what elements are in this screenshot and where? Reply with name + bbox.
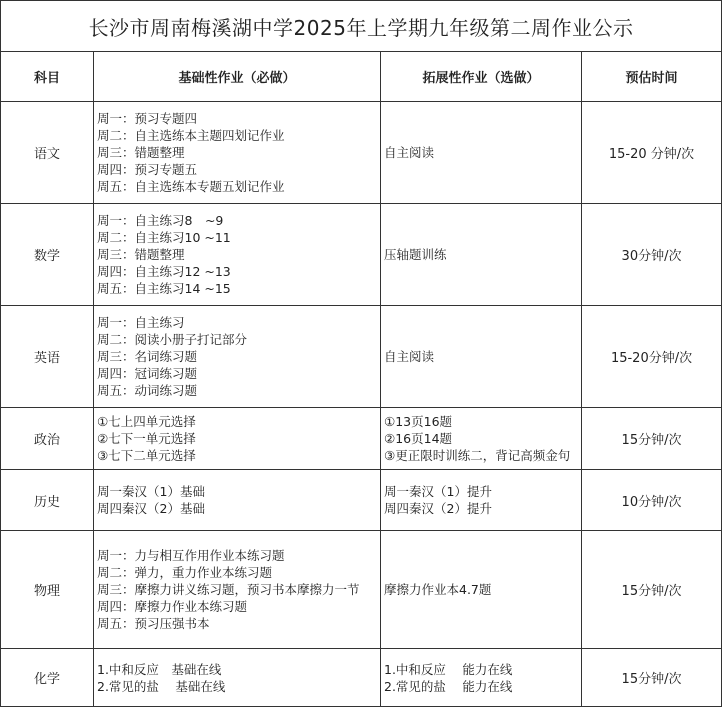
estimated-time-cell: 15分钟/次 (582, 649, 722, 707)
extended-homework-cell (381, 306, 582, 408)
estimated-time-cell: 15-20 分钟/次 (582, 102, 722, 204)
basic-homework-line: 周三：错题整理 (97, 247, 185, 262)
basic-homework-cell (94, 102, 381, 204)
extended-homework-cell (381, 531, 582, 649)
basic-homework-cell (94, 204, 381, 306)
basic-homework-cell (94, 649, 381, 707)
extended-homework-line: 自主阅读 (384, 349, 435, 364)
extended-homework-line: 1.中和反应 能力在线 (384, 661, 513, 677)
basic-homework-cell (94, 408, 381, 470)
extended-homework-line: ②16页14题 (384, 431, 453, 446)
basic-homework-line: 周五：预习压强书本 (97, 616, 210, 631)
header-row (1, 52, 722, 102)
basic-homework-line: ③七下二单元选择 (97, 448, 196, 463)
header-subject: 科目 (1, 52, 94, 102)
basic-homework-line: 周一：预习专题四 (97, 111, 198, 126)
extended-homework-line: ③更正限时训练二，背记高频金句 (384, 448, 571, 463)
subject-cell: 政治 (1, 408, 94, 470)
subject-cell: 数学 (1, 204, 94, 306)
basic-homework-line: 周二：阅读小册子打记部分 (97, 332, 248, 347)
basic-homework-line: ②七下一单元选择 (97, 431, 196, 446)
table-row (1, 531, 722, 649)
estimated-time-cell: 15分钟/次 (582, 531, 722, 649)
table-row (1, 649, 722, 707)
basic-homework-cell (94, 470, 381, 531)
basic-homework-line: ①七上四单元选择 (97, 414, 196, 429)
title-row (1, 1, 722, 52)
basic-homework-line: 周一：自主练习 (97, 315, 185, 330)
basic-homework-line: 周三：错题整理 (97, 145, 185, 160)
basic-homework-line: 周四：冠词练习题 (97, 366, 198, 381)
table-row (1, 306, 722, 408)
basic-homework-cell (94, 306, 381, 408)
estimated-time-cell: 30分钟/次 (582, 204, 722, 306)
estimated-time-cell: 10分钟/次 (582, 470, 722, 531)
page-title: 长沙市周南梅溪湖中学2025年上学期九年级第二周作业公示 (1, 1, 722, 52)
subject-cell: 物理 (1, 531, 94, 649)
basic-homework-line: 周三：名词练习题 (97, 349, 198, 364)
extended-homework-line: 周四秦汉（2）提升 (384, 501, 492, 516)
extended-homework-line: 2.常见的盐 能力在线 (384, 678, 513, 694)
extended-homework-line: 周一秦汉（1）提升 (384, 484, 492, 499)
extended-homework-line: 压轴题训练 (384, 247, 447, 262)
basic-homework-line: 周一：力与相互作用作业本练习题 (97, 548, 285, 563)
table-row (1, 408, 722, 470)
table-row (1, 102, 722, 204)
basic-homework-line: 周四：预习专题五 (97, 162, 198, 177)
extended-homework-cell (381, 649, 582, 707)
subject-cell: 历史 (1, 470, 94, 531)
basic-homework-line: 周一：自主练习8 ~9 (97, 213, 224, 228)
header-time: 预估时间 (582, 52, 722, 102)
basic-homework-line: 周五：自主练习14 ~15 (97, 281, 231, 296)
extended-homework-line: 自主阅读 (384, 145, 435, 160)
extended-homework-cell (381, 470, 582, 531)
basic-homework-cell (94, 531, 381, 649)
subject-cell: 英语 (1, 306, 94, 408)
basic-homework-line: 1.中和反应 基础在线 (97, 661, 222, 677)
subject-cell: 语文 (1, 102, 94, 204)
basic-homework-line: 周五：动词练习题 (97, 383, 198, 398)
extended-homework-cell (381, 204, 582, 306)
estimated-time-cell: 15-20分钟/次 (582, 306, 722, 408)
basic-homework-line: 周三：摩擦力讲义练习题，预习书本摩擦力一节 (97, 582, 360, 597)
extended-homework-cell (381, 408, 582, 470)
basic-homework-line: 周二：自主选练本主题四划记作业 (97, 128, 285, 143)
table-row (1, 204, 722, 306)
extended-homework-cell (381, 102, 582, 204)
estimated-time-cell: 15分钟/次 (582, 408, 722, 470)
basic-homework-line: 周二：自主练习10 ~11 (97, 230, 231, 245)
basic-homework-line: 周四：自主练习12 ~13 (97, 264, 231, 279)
basic-homework-line: 2.常见的盐 基础在线 (97, 678, 226, 694)
extended-homework-line: ①13页16题 (384, 414, 453, 429)
basic-homework-line: 周四秦汉（2）基础 (97, 501, 205, 516)
basic-homework-line: 周五：自主选练本专题五划记作业 (97, 179, 285, 194)
extended-homework-line: 摩擦力作业本4.7题 (384, 582, 492, 597)
table-row (1, 470, 722, 531)
subject-cell: 化学 (1, 649, 94, 707)
header-basic: 基础性作业（必做） (94, 52, 381, 102)
basic-homework-line: 周一秦汉（1）基础 (97, 484, 205, 499)
basic-homework-line: 周四：摩擦力作业本练习题 (97, 599, 248, 614)
header-extended: 拓展性作业（选做） (381, 52, 582, 102)
basic-homework-line: 周二：弹力，重力作业本练习题 (97, 565, 273, 580)
